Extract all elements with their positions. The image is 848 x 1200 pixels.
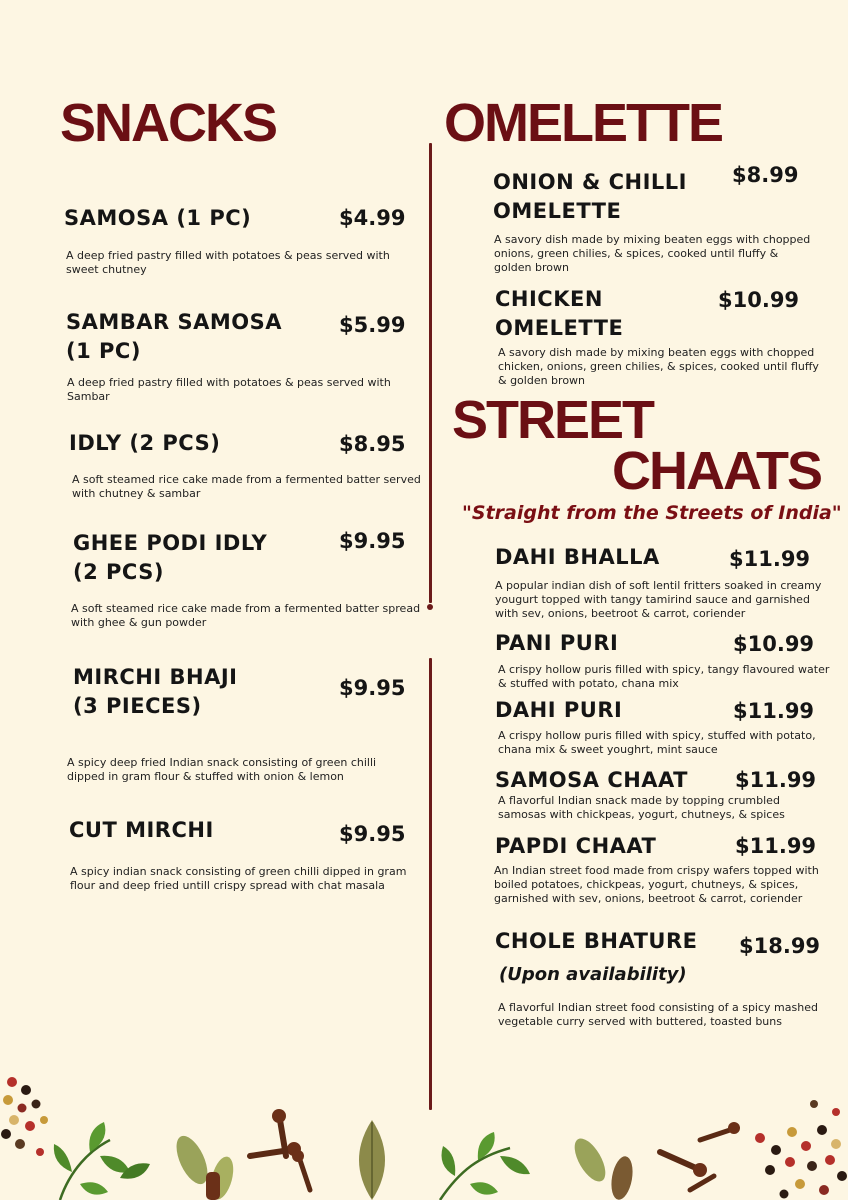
chaat-price-dahi-puri: $11.99 [733,699,815,723]
clove-icon [660,1122,740,1190]
snack-price-sambar-samosa: $5.99 [339,313,406,337]
herb-icon [440,1132,530,1200]
column-divider-top [429,143,432,603]
chaat-desc-dahi-bhalla: A popular indian dish of soft lentil fritters soaked in creamy yougurt topped with tangy tamirind sauce and garnished with sev, onions, beetroot & carrot, coriender [495,579,822,620]
snack-name-sambar-samosa: SAMBAR SAMOSA (1 PC) [66,310,283,363]
chaat-name-pani-puri: PANI PURI [495,631,619,655]
chaat-price-dahi-bhalla: $11.99 [729,547,811,571]
chaat-price-samosa-chaat: $11.99 [735,768,817,792]
omelette-price-chicken: $10.99 [718,288,800,312]
chaat-desc-dahi-puri: A crispy hollow puris filled with spicy, stuffed with potato, chana mix & sweet youghrt, mint sauce [498,729,816,756]
snack-price-mirchi-bhaji: $9.95 [339,676,406,700]
chaat-desc-papdi-chaat: An Indian street food made from crispy wafers topped with boiled potatoes, chickpeas, yogurt, chutneys, & spices, garnished with sev, onions, beetroot & carrot, coriender [494,864,819,905]
omelette-name-chicken: CHICKEN OMELETTE [495,287,624,340]
snack-desc-cut-mirchi: A spicy indian snack consisting of green chilli dipped in gram flour and deep fried untill crispy spread with chat masala [70,865,407,892]
chaat-name-dahi-bhalla: DAHI BHALLA [495,545,660,569]
chaat-desc-chole-bhature: A flavorful Indian street food consisting of a spicy mashed vegetable curry served with buttered, toasted buns [498,1001,818,1028]
chaats-tagline: "Straight from the Streets of India" [462,502,842,524]
chaat-availability-note: (Upon availability) [499,964,687,985]
peppercorn-icon [755,1100,847,1199]
omelette-heading: OMELETTE [444,93,722,153]
cardamom-icon [568,1134,635,1200]
omelette-price-onion-chilli: $8.99 [732,163,799,187]
snack-price-ghee-podi-idly: $9.95 [339,529,406,553]
peppercorn-icon [1,1077,48,1156]
snack-name-ghee-podi-idly: GHEE PODI IDLY (2 PCS) [73,531,268,584]
snack-name-mirchi-bhaji: MIRCHI BHAJI (3 PIECES) [73,665,238,718]
chaats-heading: CHAATS [612,441,821,501]
snack-desc-mirchi-bhaji: A spicy deep fried Indian snack consisting of green chilli dipped in gram flour & stuffed with onion & lemon [67,756,377,783]
snack-desc-sambar-samosa: A deep fried pastry filled with potatoes & peas served with Sambar [67,376,391,403]
snack-desc-ghee-podi-idly: A soft steamed rice cake made from a fermented batter spread with ghee & gun powder [71,602,421,629]
street-heading: STREET [452,390,654,450]
snack-name-samosa: SAMOSA (1 PC) [64,206,252,230]
column-divider-bottom [429,658,432,1110]
snack-desc-idly: A soft steamed rice cake made from a fermented batter served with chutney & sambar [72,473,421,500]
cardamom-icon [170,1131,237,1200]
chaat-name-samosa-chaat: SAMOSA CHAAT [495,768,689,792]
herb-icon [54,1122,150,1200]
divider-dot [427,604,433,610]
snack-price-samosa: $4.99 [339,206,406,230]
snack-price-cut-mirchi: $9.95 [339,822,406,846]
bay-leaf-icon [359,1120,385,1200]
omelette-name-onion-chilli: ONION & CHILLI OMELETTE [493,170,687,223]
chaat-price-pani-puri: $10.99 [733,632,815,656]
chaat-price-chole-bhature: $18.99 [739,934,821,958]
chaat-name-dahi-puri: DAHI PURI [495,698,623,722]
chaat-name-chole-bhature: CHOLE BHATURE [495,929,698,953]
snack-desc-samosa: A deep fried pastry filled with potatoes & peas served with sweet chutney [66,249,390,276]
snack-name-idly: IDLY (2 PCS) [69,431,221,455]
chaat-desc-pani-puri: A crispy hollow puris filled with spicy, tangy flavoured water & stuffed with potato, chana mix [498,663,830,690]
snack-price-idly: $8.95 [339,432,406,456]
chaat-name-papdi-chaat: PAPDI CHAAT [495,834,657,858]
omelette-desc-chicken: A savory dish made by mixing beaten eggs with chopped chicken, onions, green chilies, & spices, cooked until fluffy & golden brown [498,346,819,387]
chaat-price-papdi-chaat: $11.99 [735,834,817,858]
snacks-heading: SNACKS [60,93,277,153]
omelette-desc-onion-chilli: A savory dish made by mixing beaten eggs with chopped onions, green chilies, & spices, cooked until fluffy & golden brown [494,233,811,274]
snack-name-cut-mirchi: CUT MIRCHI [69,818,214,842]
spice-decoration [0,1060,848,1200]
chaat-desc-samosa-chaat: A flavorful Indian snack made by topping crumbled samosas with chickpeas, yogurt, chutneys, & spices [498,794,785,821]
